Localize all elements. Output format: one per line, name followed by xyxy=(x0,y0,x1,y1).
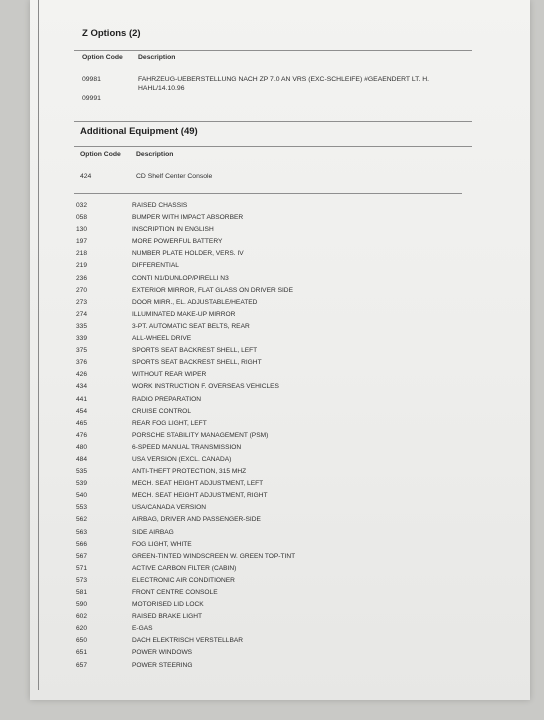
equipment-row xyxy=(76,527,506,539)
equipment-row xyxy=(76,333,506,345)
equipment-row xyxy=(76,297,506,309)
equipment-code: 535 xyxy=(76,468,88,476)
equipment-description: WITHOUT REAR WIPER xyxy=(132,371,207,379)
equipment-code: 553 xyxy=(76,504,88,512)
z-options-bottom-rule xyxy=(74,121,472,122)
equipment-description: SPORTS SEAT BACKREST SHELL, LEFT xyxy=(132,347,258,355)
equipment-row xyxy=(76,539,506,551)
equipment-code: 274 xyxy=(76,310,88,318)
equipment-code: 424 xyxy=(80,173,92,180)
equipment-description: GREEN-TINTED WINDSCREEN W. GREEN TOP-TINT xyxy=(132,552,296,560)
equipment-code: 434 xyxy=(76,383,88,391)
equipment-row xyxy=(76,611,506,623)
equipment-description-header: Description xyxy=(136,151,174,158)
equipment-description: BUMPER WITH IMPACT ABSORBER xyxy=(132,214,244,222)
equipment-row xyxy=(76,260,506,272)
equipment-code: 130 xyxy=(76,226,88,234)
equipment-description: MECH. SEAT HEIGHT ADJUSTMENT, LEFT xyxy=(132,480,264,488)
equipment-description: 3-PT. AUTOMATIC SEAT BELTS, REAR xyxy=(132,322,250,330)
equipment-description: EXTERIOR MIRROR, FLAT GLASS ON DRIVER SIDE xyxy=(132,286,293,294)
equipment-code: 454 xyxy=(76,407,88,415)
equipment-row xyxy=(76,430,506,442)
equipment-code: 339 xyxy=(76,335,88,343)
equipment-description: CRUISE CONTROL xyxy=(132,407,191,415)
equipment-description: MECH. SEAT HEIGHT ADJUSTMENT, RIGHT xyxy=(132,492,268,500)
equipment-description: MOTORISED LID LOCK xyxy=(132,601,204,609)
equipment-row xyxy=(76,587,506,599)
equipment-code: 376 xyxy=(76,359,88,367)
equipment-code: 650 xyxy=(76,637,88,645)
z-option-code: 09991 xyxy=(82,95,101,102)
equipment-row xyxy=(76,478,506,490)
equipment-description: REAR FOG LIGHT, LEFT xyxy=(132,419,207,427)
equipment-row xyxy=(76,599,506,611)
equipment-description: FRONT CENTRE CONSOLE xyxy=(132,589,218,596)
margin-line xyxy=(38,0,39,690)
equipment-code: 465 xyxy=(76,419,88,427)
equipment-description: 6-SPEED MANUAL TRANSMISSION xyxy=(132,443,242,451)
equipment-code: 375 xyxy=(76,347,88,355)
equipment-row xyxy=(76,635,506,647)
equipment-code: 273 xyxy=(76,298,88,306)
equipment-code: 571 xyxy=(76,564,88,572)
equipment-code: 197 xyxy=(76,238,88,246)
equipment-row xyxy=(76,418,506,430)
equipment-code: 335 xyxy=(76,322,88,330)
equipment-code: 567 xyxy=(76,552,88,560)
equipment-row xyxy=(76,466,506,478)
equipment-separator-rule xyxy=(74,193,462,194)
equipment-description: RADIO PREPARATION xyxy=(132,395,201,403)
equipment-description: MORE POWERFUL BATTERY xyxy=(132,238,223,246)
equipment-code: 219 xyxy=(76,262,88,270)
equipment-description: PORSCHE STABILITY MANAGEMENT (PSM) xyxy=(132,431,269,439)
equipment-description: INSCRIPTION IN ENGLISH xyxy=(132,226,214,234)
equipment-code: 032 xyxy=(76,202,88,209)
equipment-row xyxy=(76,381,506,393)
equipment-row xyxy=(76,285,506,297)
equipment-code: 539 xyxy=(76,480,88,488)
equipment-description: ELECTRONIC AIR CONDITIONER xyxy=(132,576,235,584)
equipment-description: DACH ELEKTRISCH VERSTELLBAR xyxy=(132,637,244,645)
equipment-row xyxy=(76,224,506,236)
equipment-description: E-GAS xyxy=(132,625,153,633)
equipment-row xyxy=(76,647,506,659)
equipment-description: NUMBER PLATE HOLDER, VERS. IV xyxy=(132,250,244,258)
equipment-row xyxy=(76,236,506,248)
equipment-row xyxy=(76,200,506,212)
equipment-list xyxy=(76,200,506,672)
equipment-description: WORK INSTRUCTION F. OVERSEAS VEHICLES xyxy=(132,383,279,391)
equipment-code: 562 xyxy=(76,516,88,524)
equipment-description: SIDE AIRBAG xyxy=(132,528,174,536)
z-options-code-header: Option Code xyxy=(82,54,123,61)
equipment-description: USA VERSION (EXCL. CANADA) xyxy=(132,455,232,463)
equipment-code: 484 xyxy=(76,455,88,463)
equipment-description: CD Shelf Center Console xyxy=(136,173,213,180)
equipment-code: 651 xyxy=(76,649,88,657)
equipment-row xyxy=(76,369,506,381)
equipment-row xyxy=(76,442,506,454)
equipment-row xyxy=(76,563,506,575)
equipment-row xyxy=(76,406,506,418)
equipment-row xyxy=(76,212,506,224)
equipment-code: 566 xyxy=(76,540,88,548)
z-options-title: Z Options (2) xyxy=(82,28,141,39)
equipment-code: 573 xyxy=(76,576,88,584)
equipment-row xyxy=(76,345,506,357)
equipment-code: 590 xyxy=(76,601,88,609)
equipment-description: ACTIVE CARBON FILTER (CABIN) xyxy=(132,564,237,572)
equipment-description: ANTI-THEFT PROTECTION, 315 MHZ xyxy=(132,468,247,476)
equipment-description: DOOR MIRR., EL. ADJUSTABLE/HEATED xyxy=(132,298,258,306)
equipment-description: POWER STEERING xyxy=(132,661,193,669)
additional-equipment-title: Additional Equipment (49) xyxy=(80,126,198,137)
equipment-row xyxy=(76,623,506,635)
equipment-description: ALL-WHEEL DRIVE xyxy=(132,335,192,343)
equipment-code: 236 xyxy=(76,274,88,282)
equipment-code-header: Option Code xyxy=(80,151,121,158)
equipment-code: 058 xyxy=(76,214,88,222)
equipment-description: SPORTS SEAT BACKREST SHELL, RIGHT xyxy=(132,359,262,367)
equipment-row xyxy=(76,660,506,672)
equipment-description: FOG LIGHT, WHITE xyxy=(132,540,192,548)
equipment-row xyxy=(76,321,506,333)
equipment-description: RAISED CHASSIS xyxy=(132,202,188,209)
equipment-row xyxy=(76,551,506,563)
equipment-description: POWER WINDOWS xyxy=(132,649,193,657)
equipment-code: 270 xyxy=(76,286,88,294)
equipment-description: AIRBAG, DRIVER AND PASSENGER-SIDE xyxy=(132,516,261,524)
equipment-code: 602 xyxy=(76,613,88,621)
z-option-description: FAHRZEUG-UEBERSTELLUNG NACH ZP 7.0 AN VRS (EXC-SCHLEIFE) #GEAENDERT LT. H. xyxy=(138,76,430,83)
equipment-row xyxy=(76,394,506,406)
equipment-description: USA/CANADA VERSION xyxy=(132,504,207,512)
equipment-code: 581 xyxy=(76,589,88,596)
z-option-description-cont: HAHL/14.10.96 xyxy=(138,85,185,92)
z-options-description-header: Description xyxy=(138,54,176,61)
equipment-code: 563 xyxy=(76,528,88,536)
equipment-code: 620 xyxy=(76,625,88,633)
equipment-code: 476 xyxy=(76,431,88,439)
z-options-top-rule xyxy=(74,50,472,51)
equipment-description: ILLUMINATED MAKE-UP MIRROR xyxy=(132,310,236,318)
equipment-row xyxy=(76,273,506,285)
equipment-row xyxy=(76,502,506,514)
equipment-description: DIFFERENTIAL xyxy=(132,262,179,270)
document-page xyxy=(30,0,530,700)
equipment-code: 441 xyxy=(76,395,88,403)
equipment-code: 218 xyxy=(76,250,88,258)
equipment-row xyxy=(76,454,506,466)
equipment-code: 657 xyxy=(76,661,88,669)
equipment-description: CONTI N1/DUNLOP/PIRELLI N3 xyxy=(132,274,229,282)
equipment-code: 540 xyxy=(76,492,88,500)
equipment-top-rule xyxy=(74,146,472,147)
equipment-code: 426 xyxy=(76,371,88,379)
equipment-row xyxy=(76,248,506,260)
equipment-row xyxy=(76,309,506,321)
equipment-row xyxy=(76,575,506,587)
equipment-row xyxy=(76,514,506,526)
equipment-description: RAISED BRAKE LIGHT xyxy=(132,613,202,621)
equipment-row xyxy=(76,357,506,369)
z-option-code: 09981 xyxy=(82,76,101,83)
equipment-code: 480 xyxy=(76,443,88,451)
equipment-row xyxy=(76,490,506,502)
